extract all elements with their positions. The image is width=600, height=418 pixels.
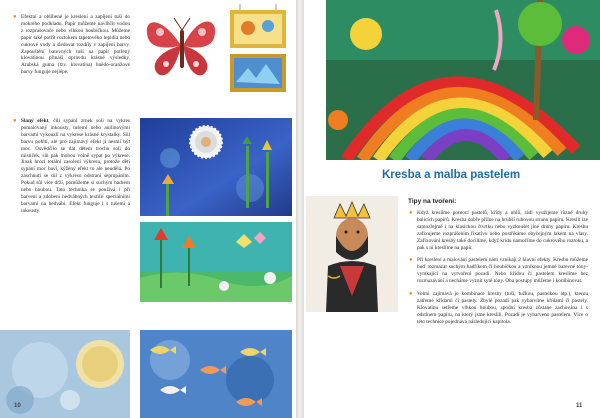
page-number-right: 11 [576,403,583,409]
right-page [304,0,600,418]
right-paragraph-1-text: Když kreslíme pomocí pastelů, křídy a uhlů, rádi využijeme různé druhy balicích papírů. Kresba dobře přilne na hrubší rubovou stranu papíru. Kreslit lze samozřejmě i na klasickou čtvrtku nebo vyzkoušet jiné druhy papíru. Kresbu zafixujeme rozprášením fixativu nebo postříkáme obyčejným lakem na vlasy. Zafixování kresby také docílíme, když kridu namočíme do cukrového roztoku, a pak s ní kreslíme na papír. [417,210,588,251]
right-paragraph-2 [408,257,588,285]
bullet-icon: ● [409,257,413,264]
right-paragraph-3 [408,291,588,326]
framed-tiles-artwork [226,4,292,96]
bullet-icon: ● [13,14,17,20]
tulip-collage-artwork [140,222,292,302]
left-paragraph-2 [12,118,130,215]
right-paragraph-3-text: Velmi zajímavá je kombinace kresby (tuší, tužkou, pastelkou atp.), kterou zatřeme křídami či pastely. Zbylé pozadí pak vybarvíme křídami či pastely. Klovatinu setřeme vlhkou houbou, spodní kresba zůstane zachována i s odstínem papíru, na který jsme kreslili. Pozadí je vybarveno pastelem. Více o této technice pojednává následující kapitola. [417,291,588,325]
tips-heading: Tipy na tvoření: [408,198,457,205]
left-text-block-2 [12,118,130,215]
left-paragraph-2-lead: Slaný efekt [21,118,49,124]
bullet-icon: ● [13,118,17,124]
right-paragraph-2-text: Při kreslení a malování pastelem nám vznikají 2 hlavní efekty. Kresbu můžeme buď rozmazat suchým hadříkem či houbičkou a vzniknou jemné barevné tóny-vymkající na vytvoření pozadí. Nebo křídou či pastelem kreslíme bez rozmazávání a necháme vyznít syté tóny. Oba postupy můžeme i kombinovat. [417,257,588,285]
king-portrait-artwork [306,196,398,312]
left-page [0,0,296,418]
bullet-icon: ● [409,210,413,216]
title-bar [382,169,592,185]
page-gutter [296,0,304,418]
page-number-left: 10 [14,403,21,409]
left-paragraph-1 [12,14,130,76]
doily-flowers-artwork [140,118,292,216]
left-paragraph-1-text: Efektní a oblíbené je kreslení a zapíjení tuší do mokrého podkladu. Papír můžeme navlhčit vodou z rozprašovače nebo vlhkou houbičkou. Můžeme papír také potřít roztokem tapetového lepidla nebo cukrové vody a sledovat rozdíly v zapíjení barvy. Zapouštění barevných tuší na papír potřený klovatinou přináší opravdu krásné výsledky. Arabská guma (tzv. klovatina) hnědo-oranžové barvy funguje nejlépe. [21,14,130,76]
left-paragraph-2-text: , čili sypání zrnek soli na vykres pomalovaný inkousty, tušemi nebo anilinovými barvami vykouzlí na vykrese krásné krystalky. Sůl barvu pohltí, ale pro zajímavý efekt ji nesmí být moc. Osvědčilo se dát dětem trochu soli do mističek, sůl pak mohou volně sypat po výkrese. Jinak hrozí totální zasolení výkresu, protože děti sypání moc baví, kýžený efekt to ale neudělá. Po zaschnutí se sůl z výkresu odstraní seprupáním. Pokud sůl více drží, pomůžeme si suchým hadrem nebo houbou. Tato technika se používá i při barvení a zdobení hedvábných textilií speciálními barvami na hedvábí. Efekt funguje i s tušemi a inkousty. [21,118,130,214]
rainbow-pastel-artwork [326,0,600,160]
right-text-block [408,210,588,326]
page-title: Kresba a malba pastelem [382,169,521,181]
right-paragraph-1 [408,210,588,251]
butterfly-artwork [140,4,222,86]
bullet-icon: ● [409,291,413,298]
fish-artwork [140,330,292,418]
left-text-block-1 [12,14,130,76]
